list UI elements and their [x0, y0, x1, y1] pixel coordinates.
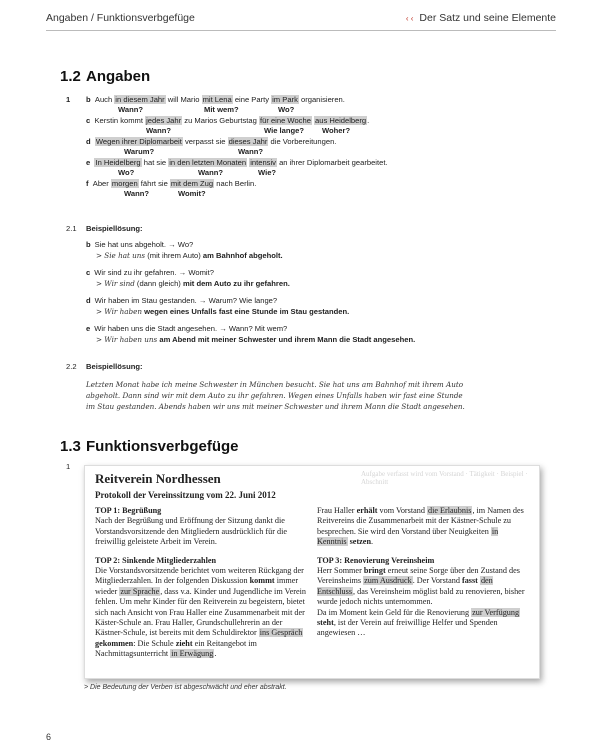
- solution-answer: > Sie hat uns (mit ihrem Auto) am Bahnhof abgeholt.: [96, 251, 283, 260]
- solution-answer: > Wir sind (dann gleich) mit dem Auto zu ihr gefahren.: [96, 279, 290, 288]
- agenda-item: TOP 3: Renovierung Vereinsheim Herr Sommer bringt erneut seine Sorge über den Zustand des Vereinsheims zum Ausdruck. Der Vorstand fasst den Entschluss, das Vereinsheim möglist bald zu renovieren, bisher wurde jedoch nichts unternommen. Da im Moment kein Geld für die Renovierung zur Verfügung steht, ist der Verein auf freiwillige Helfer und Spenden angewiesen …: [317, 555, 525, 638]
- question-label: Warum?: [124, 147, 155, 156]
- agenda-item: TOP 1: Begrüßung Nach der Begrüßung und Eröffnung der Sitzung dankt die Vorstandsvorsitzende den Mitgliedern ausdrücklich für die freiwillig geleistete Arbeit im Verein.: [95, 506, 287, 547]
- solution-answer: > Wir haben uns am Abend mit meiner Schwester und ihrem Mann die Stadt angesehen.: [96, 335, 416, 344]
- solution-label: Beispiellösung:: [86, 362, 143, 371]
- task-number: 2.2: [66, 362, 77, 371]
- question-label: Woher?: [322, 126, 351, 135]
- header-divider: [46, 30, 556, 31]
- example-e: e In Heidelberg hat sie in den letzten Monaten intensiv an ihrer Diplomarbeit gearbeitet.: [86, 158, 388, 167]
- task-number: 1: [66, 462, 71, 471]
- example-f: f Aber morgen fährt sie mit dem Zug nach Berlin.: [86, 179, 257, 188]
- question-label: Womit?: [178, 189, 206, 198]
- question-label: Wann?: [146, 126, 172, 135]
- article-column-left: [95, 506, 307, 668]
- section-title-1-2: 1.2 Angaben: [60, 68, 151, 85]
- article-title: Reitverein Nordhessen: [95, 471, 221, 486]
- handwritten-line: im Stau gestanden. Abends haben wir uns mit meiner Schwester und ihrem Mann die Stadt angesehen.: [86, 402, 465, 411]
- example-c: c Kerstin kommt jedes Jahr zu Marios Geburtstag für eine Woche aus Heidelberg.: [86, 116, 370, 125]
- page-number: 6: [46, 732, 52, 742]
- running-header-left: Angaben / Funktionsverbgefüge: [46, 12, 195, 24]
- solution-item: b Sie hat uns abgeholt. → Wo?: [86, 240, 194, 249]
- question-label: Wie lange?: [264, 126, 305, 135]
- question-label: Mit wem?: [204, 105, 239, 114]
- solution-item: c Wir sind zu ihr gefahren. → Womit?: [86, 268, 214, 277]
- solution-item: d Wir haben im Stau gestanden. → Warum? Wie lange?: [86, 296, 278, 305]
- question-label: Wann?: [238, 147, 264, 156]
- footnote: > Die Bedeutung der Verben ist abgeschwächt und eher abstrakt.: [84, 684, 287, 691]
- solution-label: Beispiellösung:: [86, 224, 143, 233]
- solution-answer: > Wir haben wegen eines Unfalls fast eine Stunde im Stau gestanden.: [96, 307, 350, 316]
- solution-item: e Wir haben uns die Stadt angesehen. → Wann? Mit wem?: [86, 324, 288, 333]
- agenda-item: TOP 2: Sinkende Mitgliederzahlen Die Vorstandsvorsitzende berichtet vom weiteren Rückgang der Mitgliederzahlen. In der folgenden Diskussion kommt immer wieder zur Sprache, dass v.a. Kinder und Jugendliche im Verein fehlen. Um mehr Kinder für den Reitverein zu begeistern, bietet sich nach Ansicht von Frau Haller eine Zusammenarbeit mit der Käster-Schule an. Frau Haller, Grundschullehrerin an der Kästner-Schule, ist bereits mit dem Schuldirektor ins Gespräch gekommen: Die Schule zieht ein Reitangebot im Nachmittagsunterricht in Erwägung.: [95, 555, 306, 659]
- example-d: d Wegen ihrer Diplomarbeit verpasst sie dieses Jahr die Vorbereitungen.: [86, 137, 337, 146]
- chevron-left-icon: ‹ ‹: [405, 14, 414, 23]
- question-label: Wann?: [118, 105, 144, 114]
- faint-background-text: Aufgabe verfasst wird vom Vorstand · Tätigkeit · Beispiel · Abschnitt: [361, 470, 528, 486]
- article-subtitle: Protokoll der Vereinssitzung vom 22. Juni 2012: [95, 490, 276, 500]
- task-number: 1: [66, 95, 71, 104]
- example-b: b Auch in diesem Jahr will Mario mit Lena eine Party im Park organisieren.: [86, 95, 345, 104]
- agenda-item: Frau Haller erhält vom Vorstand die Erlaubnis, im Namen des Reitvereins die Zusammenarbeit mit der Kästner-Schule zu besprechen. Sie wird den Vorstand über Neuigkeiten in Kenntnis setzen.: [317, 506, 524, 547]
- handwritten-line: abgeholt. Dann sind wir mit dem Auto zu ihr gefahren. Wegen eines Unfalls haben wir fast eine Stunde: [86, 391, 463, 400]
- article-clipping: [84, 465, 540, 679]
- question-label: Wie?: [258, 168, 277, 177]
- question-label: Wann?: [198, 168, 224, 177]
- question-label: Wo?: [118, 168, 135, 177]
- task-number: 2.1: [66, 224, 77, 233]
- chapter-title: Der Satz und seine Elemente: [419, 12, 556, 24]
- article-column-right: [317, 506, 529, 647]
- running-header-right: [406, 12, 556, 24]
- section-title-1-3: 1.3 Funktionsverbgefüge: [60, 438, 239, 455]
- question-label: Wo?: [278, 105, 295, 114]
- handwritten-line: Letzten Monat habe ich meine Schwester in München besucht. Sie hat uns am Bahnhof mit ihrem Auto: [86, 380, 464, 389]
- question-label: Wann?: [124, 189, 150, 198]
